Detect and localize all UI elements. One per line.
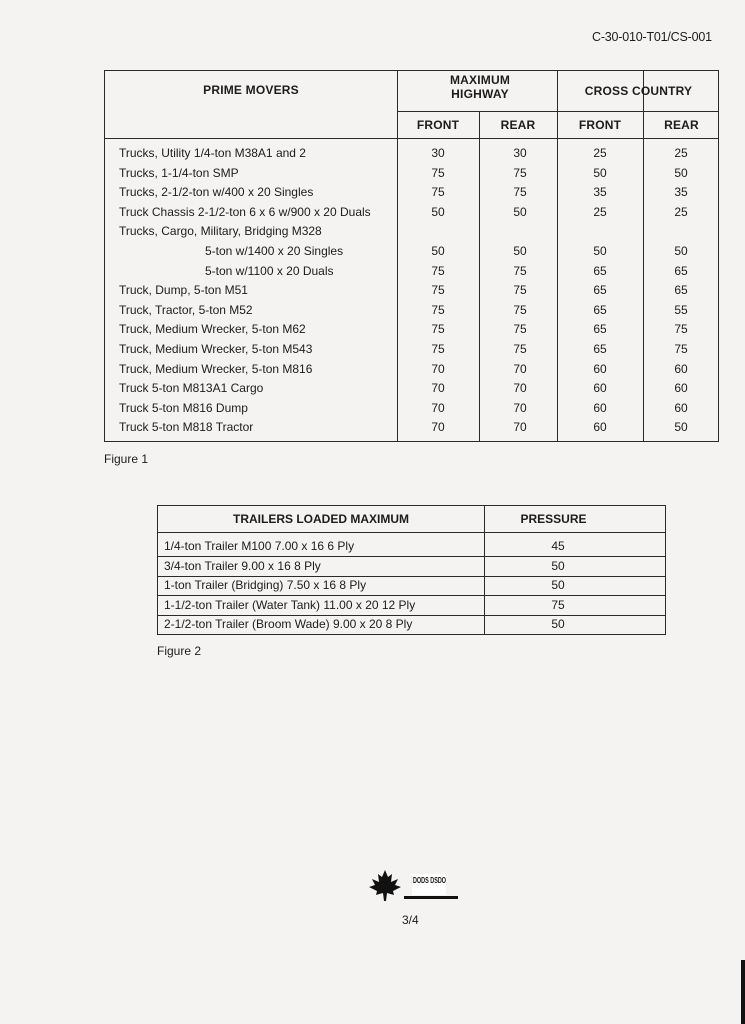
pressure-value: 75 — [431, 283, 445, 298]
pressure-value: 60 — [593, 400, 607, 415]
table-row — [105, 303, 718, 323]
vehicle-name: Trucks, Cargo, Military, Bridging M328 — [119, 224, 322, 239]
pressure-value: 75 — [513, 283, 527, 298]
vehicle-name: Truck, Dump, 5-ton M51 — [119, 283, 248, 298]
table-row — [105, 205, 718, 225]
pressure-value: 25 — [674, 204, 688, 219]
table-row — [158, 558, 665, 578]
pressure-value: 75 — [513, 165, 527, 180]
pressure-value: 65 — [674, 263, 688, 278]
page-number: 3/4 — [402, 913, 419, 927]
pressure-value: 75 — [674, 322, 688, 337]
pressure-value: 50 — [674, 420, 688, 435]
vehicle-name: Trucks, Utility 1/4-ton M38A1 and 2 — [119, 146, 306, 160]
pressure-value: 75 — [431, 302, 445, 317]
pressure-value: 50 — [431, 204, 445, 219]
pressure-value: 65 — [593, 283, 607, 298]
vehicle-name: Truck, Medium Wrecker, 5-ton M543 — [119, 342, 313, 356]
vehicle-name: 5-ton w/1400 x 20 Singles — [205, 244, 344, 258]
pressure-value: 55 — [674, 302, 688, 317]
pressure-value: 75 — [513, 185, 527, 200]
pressure-value: 70 — [513, 420, 527, 435]
table-row — [158, 577, 665, 597]
pressure-value: 75 — [431, 165, 445, 180]
pressure-value: 50 — [431, 244, 445, 258]
vehicle-name: Truck, Tractor, 5-ton M52 — [119, 302, 253, 317]
pressure-value: 75 — [513, 322, 527, 337]
pressure-value: 25 — [593, 204, 607, 219]
pressure-value: 75 — [431, 185, 445, 200]
pressure-value: 50 — [593, 244, 607, 258]
pressure-value: 50 — [551, 578, 565, 593]
header-cross-front: FRONT — [578, 118, 622, 132]
table-row — [105, 362, 718, 382]
table-row — [105, 185, 718, 205]
trailer-name: 1-1/2-ton Trailer (Water Tank) 11.00 x 20 12 Ply — [164, 597, 416, 612]
table-row — [105, 224, 718, 244]
pressure-value: 35 — [593, 185, 607, 200]
pressure-value: 25 — [674, 146, 688, 160]
pressure-value: 60 — [593, 381, 607, 396]
table-row — [105, 264, 718, 284]
pressure-value: 75 — [674, 342, 688, 356]
pressure-value: 65 — [593, 342, 607, 356]
header-cross-country: CROSS COUNTRY — [584, 84, 693, 98]
pressure-value: 50 — [674, 165, 688, 180]
pressure-value: 70 — [513, 400, 527, 415]
header-trailers: TRAILERS LOADED MAXIMUM — [233, 512, 409, 526]
logo-text: DODS DSDO — [413, 875, 447, 885]
pressure-value: 75 — [513, 342, 527, 356]
trailer-name: 3/4-ton Trailer 9.00 x 16 8 Ply — [164, 558, 321, 573]
pressure-value: 35 — [674, 185, 688, 200]
pressure-value: 75 — [513, 302, 527, 317]
trailer-name: 1/4-ton Trailer M100 7.00 x 16 6 Ply — [164, 539, 355, 553]
vehicle-name: 5-ton w/1100 x 20 Duals — [205, 263, 334, 278]
vehicle-name: Truck 5-ton M813A1 Cargo — [119, 381, 264, 396]
pressure-value: 30 — [513, 146, 527, 160]
header-cross-rear: REAR — [664, 118, 699, 132]
header-bottom-line — [158, 532, 665, 533]
pressure-value: 50 — [593, 165, 607, 180]
pressure-value: 60 — [674, 381, 688, 396]
table-row — [105, 283, 718, 303]
pressure-value: 75 — [431, 322, 445, 337]
scan-edge-mark — [741, 960, 745, 1024]
pressure-value: 70 — [431, 361, 445, 376]
pressure-value: 25 — [593, 146, 607, 160]
table-row — [105, 146, 718, 166]
table-row — [105, 420, 718, 440]
table-row — [105, 166, 718, 186]
vehicle-name: Trucks, 1-1/4-ton SMP — [119, 165, 239, 180]
figure-2-caption: Figure 2 — [157, 644, 202, 658]
pressure-value: 60 — [674, 400, 688, 415]
table-row — [105, 322, 718, 342]
pressure-value: 50 — [513, 204, 527, 219]
table-row — [105, 401, 718, 421]
maple-leaf-icon — [368, 868, 460, 902]
header-highway-front: FRONT — [416, 118, 460, 132]
vehicle-name: Truck Chassis 2-1/2-ton 6 x 6 w/900 x 20 Duals — [119, 204, 371, 219]
table-row — [158, 616, 665, 636]
header-bottom-line — [105, 138, 718, 139]
table-row — [158, 538, 665, 558]
header-highway-rear: REAR — [500, 118, 536, 132]
header-prime-movers: PRIME MOVERS — [203, 83, 299, 97]
pressure-value: 60 — [593, 361, 607, 376]
pressure-value: 75 — [551, 597, 565, 612]
pressure-value: 65 — [593, 322, 607, 337]
header-pressure: PRESSURE — [520, 512, 587, 526]
trailer-name: 2-1/2-ton Trailer (Broom Wade) 9.00 x 20 8 Ply — [164, 617, 413, 632]
vehicle-name: Truck 5-ton M816 Dump — [119, 400, 248, 415]
header-divider — [397, 111, 718, 112]
figure-1-caption: Figure 1 — [104, 452, 149, 466]
pressure-value: 65 — [674, 283, 688, 298]
trailer-name: 1-ton Trailer (Bridging) 7.50 x 16 8 Ply — [164, 578, 367, 593]
vehicle-name: Trucks, 2-1/2-ton w/400 x 20 Singles — [119, 185, 314, 200]
pressure-value: 75 — [431, 342, 445, 356]
pressure-value: 30 — [431, 146, 445, 160]
pressure-value: 70 — [431, 420, 445, 435]
table-row — [105, 244, 718, 264]
table-row — [105, 381, 718, 401]
pressure-value: 70 — [513, 381, 527, 396]
document-reference: C-30-010-T01/CS-001 — [592, 30, 712, 44]
trailers-table — [157, 505, 666, 635]
pressure-value: 60 — [593, 420, 607, 435]
vehicle-name: Truck, Medium Wrecker, 5-ton M816 — [119, 361, 313, 376]
pressure-value: 60 — [674, 361, 688, 376]
pressure-value: 65 — [593, 263, 607, 278]
pressure-value: 65 — [593, 302, 607, 317]
header-max-highway: MAXIMUM HIGHWAY — [449, 73, 511, 101]
prime-movers-table — [104, 70, 719, 442]
pressure-value: 70 — [513, 361, 527, 376]
pressure-value: 75 — [513, 263, 527, 278]
pressure-value: 50 — [674, 244, 688, 258]
pressure-value: 75 — [431, 263, 445, 278]
vehicle-name: Truck 5-ton M818 Tractor — [119, 420, 254, 435]
pressure-value: 50 — [513, 244, 527, 258]
pressure-value: 70 — [431, 381, 445, 396]
pressure-value: 70 — [431, 400, 445, 415]
pressure-value: 50 — [551, 617, 565, 632]
pressure-value: 45 — [551, 539, 565, 553]
table-row — [105, 342, 718, 362]
pressure-value: 50 — [551, 558, 565, 573]
table-row — [158, 597, 665, 617]
dnd-logo — [368, 868, 460, 907]
vehicle-name: Truck, Medium Wrecker, 5-ton M62 — [119, 322, 306, 337]
